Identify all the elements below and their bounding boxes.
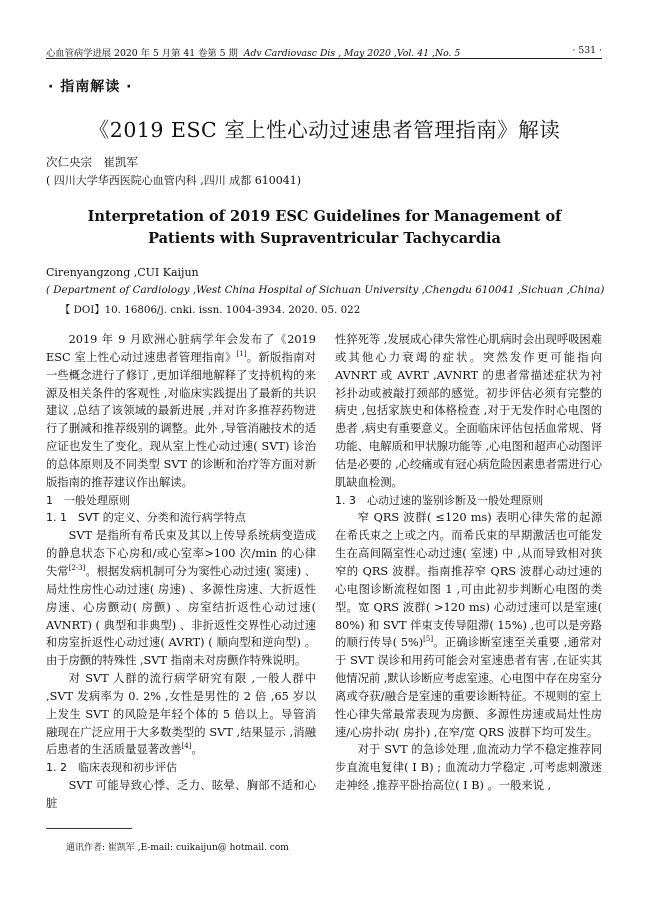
journal-name-en: Adv Cardiovasc Dis , May 2020 ,Vol. 41 ,No. 5	[243, 48, 461, 59]
paragraph: SVT 是指所有希氏束及其以上传导系统病变造成的静息状态下心房和/或心室率>100 次/min 的心律失常[2-3]。根据发病机制可分为窦性心动过速( 窦速) 、局灶性房性心动过速( 房速) 、多源性房速、大折返性房速、心房颤动( 房颤) 、房室结折返性心动过速( AVNRT) ( 典型和非典型) 、非折返性交界性心动过速和房室折返性心动过速( AVRT) ( 顺向型和逆向型) 。由于房颤的特殊性 ,SVT 指南未对房颤作特殊说明。	[46, 529, 316, 668]
journal-name-cn: 心血管病学进展 2020 年 5 月第 41 卷第 5 期	[46, 48, 238, 59]
running-header	[46, 45, 602, 59]
citation[interactable]: [1]	[236, 350, 247, 359]
heading-1-2: 1. 2 临床表现和初步评估	[46, 761, 177, 775]
doi[interactable]: 【 DOI】10. 16806/j. cnki. issn. 1004-3934. 2020. 05. 022	[60, 304, 361, 316]
corresponding-author-footnote: 通讯作者: 崔凯军 ,E-mail: cuikaijun@ hotmail. com	[66, 843, 289, 853]
page-number: · 531 ·	[572, 45, 602, 56]
paragraph: 性猝死等 ,发展成心律失常性心肌病时会出现呼吸困难或其他心力衰竭的症状。突然发作更可能指向 AVNRT 或 AVRT ,AVNRT 的患者常描述症状为衬衫扑动或被敲打颈部的感觉。初步评估必须有完整的病史 ,包括家族史和体格检查 ,对于无发作时心电图的患者 ,病史有重要意义。全面临床评估包括血常规、肾功能、电解质和甲状腺功能等 ,心电图和超声心动图评估是必要的 ,心绞痛或有冠心病危险因素患者需进行心肌缺血检测。	[335, 333, 603, 489]
left-column	[46, 331, 316, 813]
citation[interactable]: [4]	[181, 742, 192, 751]
right-column	[335, 331, 602, 795]
article-title-en	[0, 206, 649, 250]
citation[interactable]: [5]	[423, 635, 434, 644]
heading-1-3: 1. 3 心动过速的鉴别诊断及一般处理原则	[335, 493, 543, 507]
paragraph: 对 SVT 人群的流行病学研究有限 ,一般人群中 ,SVT 发病率为 0. 2% ,女性是男性的 2 倍 ,65 岁以上发生 SVT 的风险是年轻个体的 5 倍以上。导管消融现在广泛应用于大多数类型的 SVT ,结果显示 ,消融后患者的生活质量显著改善[4]。	[46, 672, 316, 757]
title-en-line1: Interpretation of 2019 ESC Guidelines for Management of	[87, 208, 562, 225]
heading-1-1: 1. 1 SVT 的定义、分类和流行病学特点	[46, 511, 246, 525]
section-label: · 指南解读 ·	[48, 79, 133, 95]
paragraph: 窄 QRS 波群( ≤120 ms) 表明心律失常的起源在希氏束之上或之内。而希氏束的早期激活也可能发生在高间隔室性心动过速( 室速) 中 ,从而导致相对狭窄的 QRS 波群。指南推荐窄 QRS 波群心动过速的心电图诊断流程如图 1 ,可由此初步判断心电图的类型。宽 QRS 波群( >120 ms) 心动过速可以是室速( 80%) 和 SVT 伴束支传导阻滞( 15%) ,也可以是旁路的顺行传导( 5%)[5]。正确诊断室速至关重要 ,通常对于 SVT 误诊和用药可能会对室速患者有害 ,在证实其他情况前 ,默认诊断应考虑室速。心电图中存在房室分离或夺获/融合是室速的重要诊断特征。不规则的室上性心律失常最常表现为房颤、多源性房速或局灶性房速/心房扑动( 房扑) ,在窄/宽 QRS 波群下均可发生。	[335, 511, 603, 739]
heading-1: 1 一般处理原则	[46, 493, 130, 507]
header-rule	[46, 58, 602, 59]
authors-en: Cirenyangzong ,CUI Kaijun	[46, 266, 199, 279]
footnote-rule	[46, 828, 132, 829]
article-title-cn: 《2019 ESC 室上性心动过速患者管理指南》解读	[88, 118, 561, 142]
affiliation-en: ( Department of Cardiology ,West China Hospital of Sichuan University ,Chengdu 610041 ,Sichuan ,China)	[46, 284, 605, 296]
title-en-line2: Patients with Supraventricular Tachycardia	[148, 230, 501, 247]
citation[interactable]: [2-3]	[68, 564, 86, 573]
paragraph: 对于 SVT 的急诊处理 ,血流动力学不稳定推荐同步直流电复律( Ⅰ B) ; 血流动力学稳定 ,可考虑刺激迷走神经 ,推荐平卧抬高位( Ⅰ B) 。一般来说 ,	[335, 743, 602, 793]
paragraph: SVT 可能导致心悸、乏力、眩晕、胸部不适和心脏	[46, 779, 316, 810]
authors-cn: 次仁央宗 崔凯军	[46, 155, 138, 169]
affiliation-cn: ( 四川大学华西医院心血管内科 ,四川 成都 610041)	[46, 174, 302, 187]
paragraph: 2019 年 9 月欧洲心脏病学年会发布了《2019 ESC 室上性心动过速患者管理指南》[1]。新版指南对一些概念进行了修订 ,更加详细地解释了支持机构的来源及相关条件的客观性 ,对临床实践提出了最新的共识建议 ,总结了该领域的最新进展 ,并对许多推荐药物进行了删减和推荐级别的调整。此外 ,导管消融技术的适应证也发生了变化。现从室上性心动过速( SVT) 诊治的总体原则及不同类型 SVT 的诊断和治疗等方面对新版指南的推荐建议作出解读。	[46, 333, 316, 489]
